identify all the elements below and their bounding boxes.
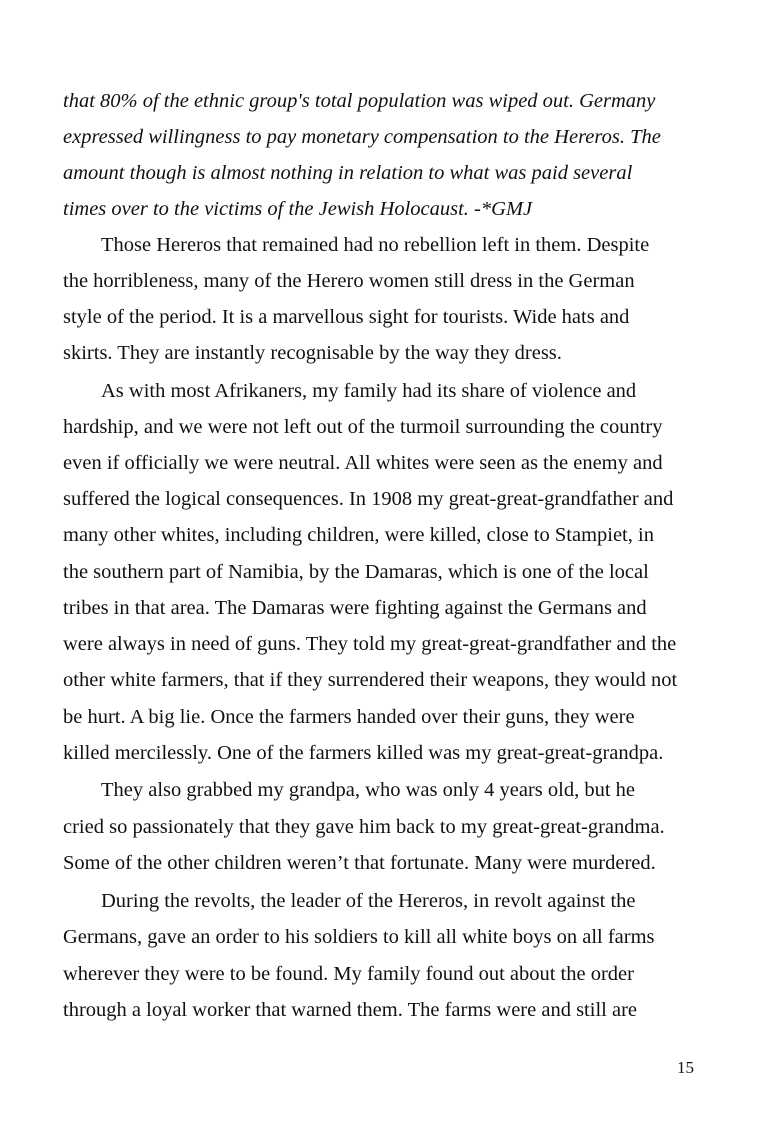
quote-line: amount though is almost nothing in relation to what was paid several	[63, 162, 633, 184]
paragraph-line: style of the period. It is a marvellous sight for tourists. Wide hats and	[63, 306, 630, 328]
paragraph-line: During the revolts, the leader of the Hereros, in revolt against the	[101, 890, 636, 912]
paragraph-line: Some of the other children weren’t that fortunate. Many were murdered.	[63, 852, 656, 874]
paragraph-line: the horribleness, many of the Herero women still dress in the German	[63, 270, 635, 292]
paragraph-line: As with most Afrikaners, my family had its share of violence and	[101, 380, 637, 402]
paragraph-line: They also grabbed my grandpa, who was only 4 years old, but he	[101, 779, 636, 801]
paragraph-line: hardship, and we were not left out of the turmoil surrounding the country	[63, 416, 663, 438]
quote-line: that 80% of the ethnic group's total population was wiped out. Germany	[63, 90, 656, 112]
paragraph-line: tribes in that area. The Damaras were fighting against the Germans and	[63, 597, 647, 619]
paragraph-line: wherever they were to be found. My family found out about the order	[63, 963, 634, 985]
paragraph-line: suffered the logical consequences. In 1908 my great-great-grandfather and	[63, 488, 674, 510]
paragraph-line: the southern part of Namibia, by the Damaras, which is one of the local	[63, 561, 649, 583]
quote-line: expressed willingness to pay monetary compensation to the Hereros. The	[63, 126, 661, 148]
quote-line: times over to the victims of the Jewish Holocaust. -*GMJ	[63, 198, 533, 220]
paragraph-line: other white farmers, that if they surrendered their weapons, they would not	[63, 669, 678, 691]
paragraph-line: Those Hereros that remained had no rebellion left in them. Despite	[101, 234, 650, 256]
page-number: 15	[677, 1058, 694, 1077]
paragraph-line: even if officially we were neutral. All whites were seen as the enemy and	[63, 452, 663, 474]
paragraph-line: killed mercilessly. One of the farmers killed was my great-great-grandpa.	[63, 742, 664, 764]
paragraph-line: be hurt. A big lie. Once the farmers handed over their guns, they were	[63, 706, 635, 728]
paragraph-line: were always in need of guns. They told my great-great-grandfather and the	[63, 633, 677, 655]
paragraph-line: many other whites, including children, were killed, close to Stampiet, in	[63, 524, 654, 546]
paragraph-line: cried so passionately that they gave him back to my great-great-grandma.	[63, 816, 665, 838]
paragraph-line: through a loyal worker that warned them. The farms were and still are	[63, 999, 637, 1021]
paragraph-line: skirts. They are instantly recognisable by the way they dress.	[63, 342, 562, 364]
paragraph-line: Germans, gave an order to his soldiers to kill all white boys on all farms	[63, 926, 655, 948]
